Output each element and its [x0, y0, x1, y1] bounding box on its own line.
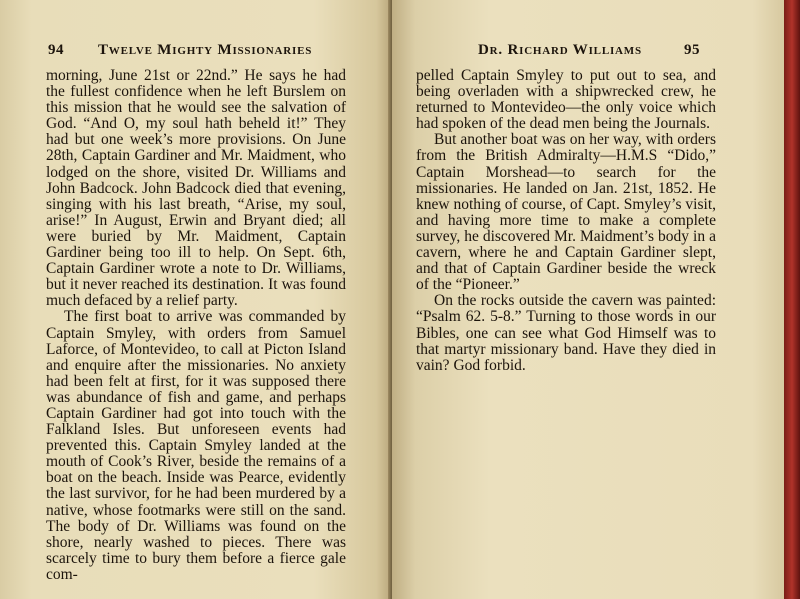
paragraph: But another boat was on her way, with orders from the British Admiralty—H.M.S “Dido,” Captain Morshead—to search for the missionaries. He landed on Jan. 21st, 1852. He knew nothing of course, of Capt. Smyley’s visit, and having more time to make a complete survey, he discovered Mr. Maidment’s body in a cavern, where he and Captain Gardiner slept, and that of Captain Gardiner beside the wreck of the “Pioneer.” [416, 131, 716, 294]
paragraph: morning, June 21st or 22nd.” He says he had the fullest confidence when he left Burslem on this mission that he would see the salvation of God. “And O, my soul hath beheld it!” They had but one week’s more provisions. On June 28th, Captain Gardiner and Mr. Maidment, who lodged on the shore, visited Dr. Williams and John Badcock. John Badcock died that evening, singing with his last breath, “Arise, my soul, arise!” In August, Erwin and Bryant died; all were buried by Mr. Maidment, Captain Gardiner being too ill to help. On Sept. 6th, Captain Gardiner wrote a note to Dr. Williams, but it never reached its destination. It was found much defaced by a relief party. [46, 67, 346, 310]
right-running-head: Dr. Richard Williams [478, 42, 642, 58]
left-page [0, 0, 392, 599]
left-running-head: Twelve Mighty Missionaries [98, 42, 313, 58]
paragraph: pelled Captain Smyley to put out to sea, and being overladen with a shipwrecked crew, he returned to Montevideo—the only voice which had spoken of the dead men being the Journals. [416, 67, 716, 133]
paragraph: The first boat to arrive was commanded by Captain Smyley, with orders from Samuel Laforce, of Montevideo, to call at Picton Island and enquire after the missionaries. No anxiety had been felt at first, for it was supposed there was abundance of fish and game, and perhaps Captain Gardiner had got into touch with the Falkland Isles. But unforeseen events had prevented this. Captain Smyley landed at the mouth of Cook’s River, beside the remains of a boat on the beach. Inside was Pearce, evidently the last survivor, for he had been murdered by a native, whose footmarks were still on the sand. The body of Dr. Williams was found on the shore, nearly washed to pieces. There was scarcely time to bury them before a fierce gale com- [46, 308, 346, 583]
right-page-number: 95 [684, 42, 700, 58]
right-page [392, 0, 784, 599]
right-page-text [416, 68, 716, 374]
paragraph: On the rocks outside the cavern was painted: “Psalm 62. 5-8.” Turning to those words in our Bibles, one can see what God Himself was to that martyr missionary band. Have they died in vain? God forbid. [416, 292, 716, 374]
left-page-number: 94 [48, 42, 64, 58]
left-page-text [46, 68, 346, 583]
book-cover-edge [784, 0, 800, 599]
